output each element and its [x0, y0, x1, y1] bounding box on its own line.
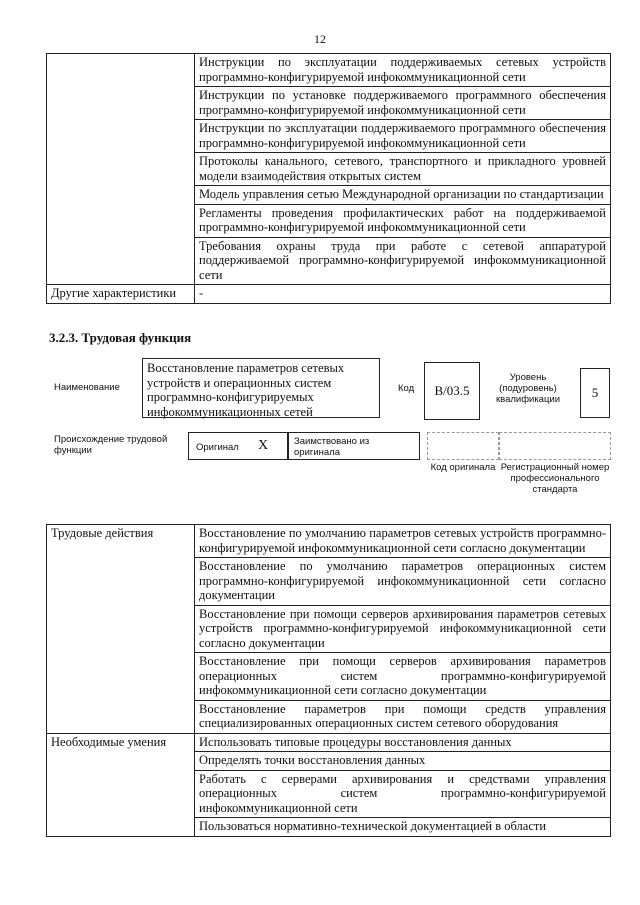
knowledge-item: Инструкции по эксплуатации поддерживаемого программного обеспечения программно-конфигурируемой инфокоммуникационной сети — [195, 120, 611, 153]
labor-actions-label: Трудовые действия — [47, 525, 195, 734]
origin-label: Происхождение трудовой функции — [54, 434, 168, 456]
reg-number-caption: Регистрационный номер профессионального стандарта — [500, 462, 610, 495]
code-box — [424, 362, 480, 420]
level-value: 5 — [591, 385, 599, 400]
knowledge-table — [46, 53, 611, 304]
labor-action-item: Восстановление по умолчанию параметров сетевых устройств программно-конфигурируемой инфокоммуникационной сети согласно документации — [195, 525, 611, 558]
borrowed-label: Заимствовано из оригинала — [294, 436, 370, 458]
table-row — [47, 525, 611, 558]
function-name-value: Восстановление параметров сетевых устройств и операционных систем программно-конфигурируемых инфокоммуникационных сетей — [147, 361, 345, 419]
skill-item: Определять точки восстановления данных — [195, 752, 611, 771]
code-label: Код — [398, 383, 415, 394]
knowledge-item: Регламенты проведения профилактических работ на поддерживаемой программно-конфигурируемой инфокоммуникационной сети — [195, 204, 611, 237]
skills-label: Необходимые умения — [47, 733, 195, 836]
page-number: 12 — [314, 32, 326, 46]
level-box — [580, 368, 610, 418]
section-heading: 3.2.3. Трудовая функция — [49, 330, 192, 345]
skill-item: Пользоваться нормативно-технической документацией в области — [195, 818, 611, 837]
origin-code-caption: Код оригинала — [430, 462, 496, 473]
table-cell-empty — [47, 54, 195, 285]
reg-number-box — [499, 432, 611, 460]
other-characteristics-label: Другие характеристики — [47, 285, 195, 304]
other-characteristics-value: - — [195, 285, 611, 304]
table-row — [47, 285, 611, 304]
level-label: Уровень (подуровень) квалификации — [495, 372, 561, 405]
knowledge-item: Инструкции по эксплуатации поддерживаемых сетевых устройств программно-конфигурируемой инфокоммуникационной сети — [195, 54, 611, 87]
knowledge-item: Требования охраны труда при работе с сетевой аппаратурой поддерживаемой программно-конфигурируемой инфокоммуникационной сети — [195, 237, 611, 285]
knowledge-item: Протоколы канального, сетевого, транспортного и прикладного уровней модели взаимодействия открытых систем — [195, 153, 611, 186]
skill-item: Использовать типовые процедуры восстановления данных — [195, 733, 611, 752]
origin-code-box — [427, 432, 499, 460]
original-label: Оригинал — [196, 442, 239, 453]
table-row — [47, 733, 611, 752]
skill-item: Работать с серверами архивирования и средствами управления операционных систем программно-конфигурируемой инфокоммуникационной сети — [195, 770, 611, 818]
original-mark: X — [258, 438, 269, 453]
knowledge-item: Модель управления сетью Международной организации по стандартизации — [195, 186, 611, 205]
labor-function-table — [46, 524, 611, 837]
knowledge-item: Инструкции по установке поддерживаемого программного обеспечения программно-конфигурируемой инфокоммуникационной сети — [195, 87, 611, 120]
labor-action-item: Восстановление по умолчанию параметров операционных систем программно-конфигурируемой инфокоммуникационной сети согласно документации — [195, 558, 611, 606]
labor-action-item: Восстановление при помощи серверов архивирования параметров операционных систем программно-конфигурируемой инфокоммуникационной сети согласно документации — [195, 653, 611, 701]
function-name-box — [142, 358, 380, 418]
labor-action-item: Восстановление при помощи серверов архивирования параметров сетевых устройств программно-конфигурируемой инфокоммуникационной сети согласно документации — [195, 605, 611, 653]
table-row — [47, 54, 611, 87]
name-label: Наименование — [54, 382, 120, 393]
code-value: B/03.5 — [434, 383, 470, 398]
labor-action-item: Восстановление параметров при помощи средств управления специализированных операционных систем сетевого оборудования — [195, 700, 611, 733]
